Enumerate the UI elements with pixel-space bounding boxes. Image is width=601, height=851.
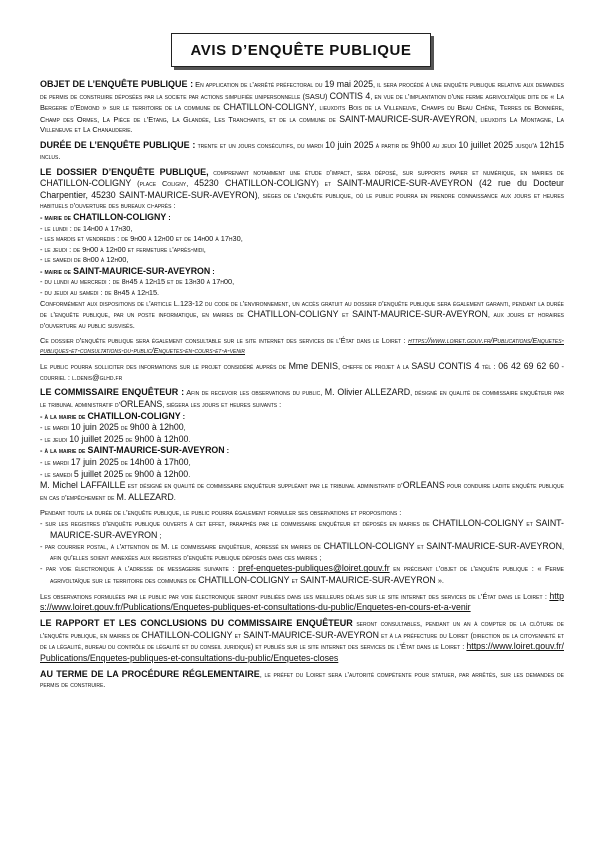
item-hours: 9h00 à 12h00 xyxy=(134,468,189,479)
obs2-text-3: , afin qu’elles soient annexées aux registres d’enquête publique déposés dans ces mairies ; xyxy=(50,542,565,562)
access-mairie-1: CHATILLON-COLIGNY xyxy=(247,309,339,320)
obs3-mairie-2: SAINT-MAURICE-SUR-AVEYRON xyxy=(300,575,436,586)
observation-email-link[interactable]: pref-enquetes-publiques@loiret.gouv.fr xyxy=(238,563,390,574)
objet-text-1: En application de l’arrêté préfectoral du xyxy=(193,80,325,89)
list-item: - du jeudi au samedi : de 8h45 à 12h15. xyxy=(40,288,160,298)
mairie-2-label: - mairie de xyxy=(40,266,74,276)
rapport-heading: LE RAPPORT ET LES CONCLUSIONS DU COMMISSAIRE ENQUÊTEUR xyxy=(40,618,353,629)
mairie-2-suffix: : xyxy=(210,266,215,276)
obs3-text-4: ». xyxy=(435,576,444,586)
access-mairie-2: SAINT-MAURICE-SUR-AVEYRON xyxy=(352,309,488,320)
item-de: de xyxy=(123,469,135,479)
online-paragraph xyxy=(40,336,564,357)
permanence-1-label: - à la mairie de xyxy=(40,411,88,421)
access-text-3: , aux jours et horaires d’ouverture au public susvisés. xyxy=(40,310,564,330)
dossier-text-2: (place Coligny, xyxy=(131,179,195,189)
obs3-text-1: - par voie électronique à l’adresse de messagerie suivante : xyxy=(40,564,239,574)
online-dossier-link[interactable]: https://www.loiret.gouv.fr/Publications/Enquetes-publiques-et-consultations-du-public/Enquetes-en-cours-et-a-venir xyxy=(40,335,564,356)
duree-text-1: trente et un jours consécutifs, du mardi xyxy=(195,141,326,151)
obs2-mairie-1: CHATILLON-COLIGNY xyxy=(323,541,415,552)
item-date: 10 juillet 2025 xyxy=(69,433,124,444)
dossier-text-1: comprenant notamment une étude d’impact, sera déposé, sur supports papier et numérique, en mairies de xyxy=(208,167,564,177)
duree-end: 10 juillet 2025 xyxy=(458,140,514,151)
suppleant-text-1: est désigné en qualité de commissaire enquêteur suppléant par le tribunal administratif d’ xyxy=(125,481,403,491)
item-hours: 14h00 à 17h00 xyxy=(129,456,189,467)
commissaire-name: M. Olivier ALLEZARD xyxy=(324,387,411,398)
permanence-2-label-line xyxy=(40,445,564,457)
permanence-1-list xyxy=(40,422,564,445)
duree-text-2: à partir de xyxy=(373,141,411,151)
mairie-2-label-line xyxy=(40,266,564,278)
rapport-paragraph xyxy=(40,618,564,664)
obs3-text-3: et xyxy=(289,576,301,586)
access-text-2: et xyxy=(338,310,353,320)
commissaire-tribunal: ORLEANS xyxy=(120,398,163,409)
terme-heading: AU TERME DE LA PROCÉDURE RÉGLEMENTAIRE xyxy=(40,668,260,679)
objet-commune-2: SAINT-MAURICE-SUR-AVEYRON xyxy=(339,113,475,124)
duree-start-time: 9h00 xyxy=(410,140,431,151)
duree-paragraph xyxy=(40,140,564,162)
item-prefix: - le mardi xyxy=(40,457,71,467)
suppleant-text-2: pour conduire ladite enquête publique en cas d’empêchement de xyxy=(40,481,564,502)
mairie-1-name: CHATILLON-COLIGNY xyxy=(73,211,167,222)
suppleant-text-3: . xyxy=(173,492,176,502)
permanence-2-name: SAINT-MAURICE-SUR-AVEYRON xyxy=(87,445,225,456)
publication-text: Les observations formulées par le public par voie électronique seront publiées dans les meilleurs délais sur le site internet des services de l’État dans le Loiret : xyxy=(40,591,550,601)
permanence-2-list xyxy=(40,457,564,480)
mairie-1-suffix: : xyxy=(166,212,171,222)
item-de: de xyxy=(123,434,135,444)
mairie-1-label: - mairie de xyxy=(40,212,74,222)
commissaire-text-1: Afin de recevoir les observations du public, xyxy=(184,388,325,398)
duree-heading: DURÉE DE L’ENQUÊTE PUBLIQUE : xyxy=(40,140,196,151)
list-item: - du lundi au mercredi : de 8h45 à 12h15 et de 13h30 à 17h00, xyxy=(40,277,235,287)
suppleant-name: M. Michel LAFFAILLE xyxy=(40,480,126,491)
objet-heading: OBJET DE L’ENQUÊTE PUBLIQUE : xyxy=(40,79,194,89)
obs1-text-2: et xyxy=(523,519,536,529)
obs1-mairie-2: SAINT-MAURICE-SUR-AVEYRON xyxy=(50,518,564,540)
suppleant-tribunal: ORLEANS xyxy=(402,480,445,491)
duree-text-4: jusqu’à xyxy=(513,141,540,151)
page-title: AVIS D’ENQUÊTE PUBLIQUE xyxy=(171,33,431,67)
info-text-4: - courriel : xyxy=(40,362,564,382)
dossier-text-3: ) et xyxy=(316,179,337,189)
observation-courrier xyxy=(40,541,564,563)
duree-end-time: 12h15 xyxy=(539,140,564,151)
dossier-text-4: , sièges de l’enquête publique, où le public pourra en prendre connaissance aux jours et heures habituels d’ouverture des bureaux ci-après : xyxy=(40,190,564,211)
rapport-link[interactable]: https://www.loiret.gouv.fr/Publications/Enquetes-publiques-et-consultations-du-public/Enquetes-closes xyxy=(40,641,564,663)
info-name: Mme DENIS xyxy=(288,361,338,371)
commissaire-paragraph xyxy=(40,387,564,410)
suppleant-replaced-name: M. ALLEZARD xyxy=(116,491,174,502)
duree-start: 10 juin 2025 xyxy=(325,140,374,151)
list-item: - le jeudi : de 9h00 à 12h00 et fermeture l’après-midi, xyxy=(40,244,206,254)
obs2-text-2: et xyxy=(414,542,427,552)
item-hours: 9h00 à 12h00 xyxy=(134,433,189,444)
info-text-2: , cheffe de projet à la xyxy=(337,362,412,371)
permanence-1-suffix: : xyxy=(180,411,186,421)
dossier-mairie-2: SAINT-MAURICE-SUR-AVEYRON xyxy=(336,178,473,189)
rapport-mairie-1: CHATILLON-COLIGNY xyxy=(141,629,233,640)
publication-link[interactable]: https://www.loiret.gouv.fr/Publications/Enquetes-publiques-et-consultations-du-public/Enquetes-en-cours-et-a-venir xyxy=(40,590,564,613)
item-end: . xyxy=(188,469,191,479)
objet-text-5: , lieuxdits La Montagne, La Villeneuve et La Chanauderie. xyxy=(40,114,564,135)
dossier-paragraph xyxy=(40,167,564,212)
item-date: 17 juin 2025 xyxy=(70,456,119,467)
info-phone: 06 42 69 62 60 xyxy=(498,361,559,371)
obs1-text-1: - sur les registres d’enquête publique ouverts à cet effet, paraphés par le commissaire enquêteur et déposés en mairies de xyxy=(40,519,433,529)
terme-text: , le préfet du Loiret sera l’autorité compétente pour statuer, par arrêtés, sur les demandes de permis de construire. xyxy=(40,669,564,690)
dossier-mairie-1-address: 45230 CHATILLON-COLIGNY xyxy=(194,178,317,189)
mairie-1-hours xyxy=(40,212,564,266)
item-end: , xyxy=(183,423,186,433)
obs2-mairie-2: SAINT-MAURICE-SUR-AVEYRON xyxy=(426,541,562,552)
objet-text-3: , en vue de l’implantation d’une ferme agrivoltaïque dite de « La Bergerie d’Edmond » sur le territoire de la commune de xyxy=(40,91,564,113)
commissaire-text-2: , désigné en qualité de commissaire enquêteur par le tribunal administratif d’ xyxy=(40,388,564,409)
objet-company: CONTIS 4 xyxy=(329,90,371,101)
item-prefix: - le samedi xyxy=(40,469,74,479)
list-item: - les mardis et vendredis : de 9h00 à 12h00 et de 14h00 à 17h30, xyxy=(40,234,243,244)
item-de: de xyxy=(118,423,130,433)
dossier-mairie-2-address: (42 rue du Docteur Charpentier, 45230 SAINT-MAURICE-SUR-AVEYRON) xyxy=(40,178,564,200)
permanence-2 xyxy=(40,445,564,480)
suppleant-paragraph xyxy=(40,480,564,503)
mairie-2-name: SAINT-MAURICE-SUR-AVEYRON xyxy=(73,265,211,276)
item-date: 5 juillet 2025 xyxy=(73,468,124,479)
observation-registres xyxy=(40,518,564,541)
mairie-2-hours-list xyxy=(40,277,564,298)
publication-paragraph xyxy=(40,591,564,614)
commissaire-heading: LE COMMISSAIRE ENQUÊTEUR : xyxy=(40,387,185,398)
rapport-text-2: et xyxy=(232,630,244,640)
objet-commune-1: CHATILLON-COLIGNY xyxy=(223,102,315,113)
obs3-mairie-1: CHATILLON-COLIGNY xyxy=(198,575,290,586)
permanence-1-label-line xyxy=(40,411,564,423)
obs3-text-2: en précisant l’objet de l’enquête publique : « Ferme agrivoltaïque sur le territoire des communes de xyxy=(50,564,565,586)
item-end: , xyxy=(188,457,191,467)
rapport-text-1: seront consultables, pendant un an à compter de la clôture de l’enquête publique, en mairies de xyxy=(40,619,564,640)
permanence-1-name: CHATILLON-COLIGNY xyxy=(87,410,181,421)
notice-body xyxy=(40,79,564,695)
online-text: Ce dossier d’enquête publique sera également consultable sur le site internet des services de l’État dans le Loiret : xyxy=(40,335,409,345)
info-paragraph xyxy=(40,361,564,383)
obs1-mairie-1: CHATILLON-COLIGNY xyxy=(432,518,524,529)
list-item xyxy=(40,469,564,481)
access-paragraph xyxy=(40,299,564,332)
mairie-1-hours-list xyxy=(40,224,564,266)
mairie-1-label-line xyxy=(40,212,564,224)
objet-paragraph xyxy=(40,79,564,136)
observation-email xyxy=(40,563,564,586)
access-text-1: Conformément aux dispositions de l’article L.123-12 du code de l’environnement, un accès gratuit au dossier d’enquête publique sera également garanti, pendant la durée de l’enquête publique, par un poste informatique, en mairies de xyxy=(40,298,564,320)
rapport-mairie-2: SAINT-MAURICE-SUR-AVEYRON xyxy=(243,629,379,640)
item-date: 10 juin 2025 xyxy=(70,422,119,433)
terme-paragraph xyxy=(40,669,564,691)
info-text-3: tél : xyxy=(479,362,499,371)
info-text-1: Le public pourra solliciter des informations sur le projet considéré auprès de xyxy=(40,362,289,371)
permanence-2-suffix: : xyxy=(224,446,230,456)
list-item xyxy=(40,434,564,446)
info-email[interactable]: l.denis@glhd.fr xyxy=(72,372,123,382)
objet-date: 19 mai 2025 xyxy=(324,79,373,89)
mairie-2-hours xyxy=(40,266,564,299)
info-company: SASU CONTIS 4 xyxy=(411,361,480,371)
objet-text-4: , lieuxdits Bois de la Villeneuve, Champs du Beau Chêne, Terres de Bonnière, Champ des Ormes, La Pièce de l’Etang, La Glandée, Les Tranchants, et de la commune de xyxy=(40,103,564,124)
item-end: . xyxy=(188,434,191,444)
permanence-1 xyxy=(40,411,564,446)
dossier-mairie-1: CHATILLON-COLIGNY xyxy=(40,178,132,189)
observations-intro: Pendant toute la durée de l’enquête publique, le public pourra également formuler ses observations et propositions : xyxy=(40,507,402,517)
item-hours: 9h00 à 12h00 xyxy=(129,422,184,433)
obs2-text-1: - par courrier postal, à l’attention de M. le commissaire enquêteur, adressé en mairies de xyxy=(40,542,324,552)
list-item xyxy=(40,457,564,469)
rapport-text-3: et à la préfecture du Loiret (direction de la citoyenneté et de la légalité, bureau du contrôle de légalité et du conseil juridique) et publiés sur le site internet des services de l’État dans le Loiret : xyxy=(40,630,565,652)
commissaire-text-3: , siégera les jours et heures suivants : xyxy=(162,399,282,409)
item-de: de xyxy=(118,457,130,467)
list-item xyxy=(40,422,564,434)
item-prefix: - le jeudi xyxy=(40,434,70,444)
obs1-text-3: ; xyxy=(157,530,162,540)
objet-text-2: , il sera procédé à une enquête publique relative aux demandes de permis de construire déposées par la societe par actions simplifiée unipersonnelle (SASU) xyxy=(40,80,564,101)
dossier-heading: LE DOSSIER D’ENQUÊTE PUBLIQUE, xyxy=(40,166,209,177)
duree-text-3: au jeudi xyxy=(430,141,459,151)
item-prefix: - le mardi xyxy=(40,423,71,433)
list-item: - le samedi de 8h00 à 12h00, xyxy=(40,255,129,265)
permanence-2-label: - à la mairie de xyxy=(40,446,88,456)
duree-text-5: inclus. xyxy=(40,151,61,161)
list-item: - le lundi : de 14h00 à 17h30, xyxy=(40,223,133,233)
